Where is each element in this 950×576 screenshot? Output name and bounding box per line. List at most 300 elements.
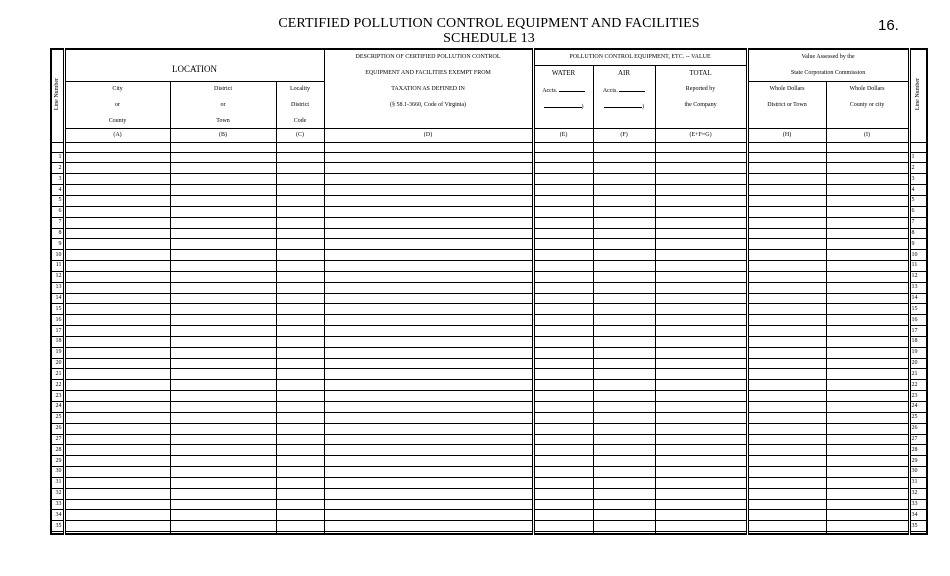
locality-code-cell[interactable]: [276, 369, 324, 380]
locality-code-cell[interactable]: [276, 152, 324, 163]
city-or-county-cell[interactable]: [64, 380, 170, 391]
city-or-county-cell[interactable]: [64, 477, 170, 488]
assessed-county-cell[interactable]: [826, 239, 909, 250]
locality-code-cell[interactable]: [276, 412, 324, 423]
assessed-county-cell[interactable]: [826, 456, 909, 467]
locality-code-cell[interactable]: [276, 250, 324, 261]
assessed-district-cell[interactable]: [747, 347, 826, 358]
air-value-cell[interactable]: [593, 152, 655, 163]
district-or-town-cell[interactable]: [170, 434, 276, 445]
water-value-cell[interactable]: [533, 456, 593, 467]
district-or-town-cell[interactable]: [170, 445, 276, 456]
assessed-district-cell[interactable]: [747, 174, 826, 185]
total-value-cell[interactable]: [655, 293, 747, 304]
water-value-cell[interactable]: [533, 380, 593, 391]
assessed-district-cell[interactable]: [747, 423, 826, 434]
assessed-district-cell[interactable]: [747, 380, 826, 391]
description-cell[interactable]: [324, 228, 533, 239]
assessed-county-cell[interactable]: [826, 326, 909, 337]
assessed-district-cell[interactable]: [747, 434, 826, 445]
assessed-county-cell[interactable]: [826, 315, 909, 326]
description-cell[interactable]: [324, 456, 533, 467]
water-value-cell[interactable]: [533, 271, 593, 282]
description-cell[interactable]: [324, 206, 533, 217]
assessed-district-cell[interactable]: [747, 195, 826, 206]
assessed-county-cell[interactable]: [826, 217, 909, 228]
description-cell[interactable]: [324, 358, 533, 369]
air-value-cell[interactable]: [593, 488, 655, 499]
assessed-county-cell[interactable]: [826, 488, 909, 499]
city-or-county-cell[interactable]: [64, 152, 170, 163]
air-value-cell[interactable]: [593, 423, 655, 434]
assessed-district-cell[interactable]: [747, 510, 826, 521]
locality-code-cell[interactable]: [276, 163, 324, 174]
district-or-town-cell[interactable]: [170, 369, 276, 380]
total-value-cell[interactable]: [655, 315, 747, 326]
assessed-county-cell[interactable]: [826, 510, 909, 521]
locality-code-cell[interactable]: [276, 293, 324, 304]
description-cell[interactable]: [324, 195, 533, 206]
water-value-cell[interactable]: [533, 358, 593, 369]
city-or-county-cell[interactable]: [64, 521, 170, 532]
description-cell[interactable]: [324, 499, 533, 510]
locality-code-cell[interactable]: [276, 304, 324, 315]
total-value-cell[interactable]: [655, 521, 747, 532]
air-value-cell[interactable]: [593, 326, 655, 337]
water-value-cell[interactable]: [533, 391, 593, 402]
assessed-district-cell[interactable]: [747, 467, 826, 478]
city-or-county-cell[interactable]: [64, 423, 170, 434]
assessed-county-cell[interactable]: [826, 282, 909, 293]
locality-code-cell[interactable]: [276, 206, 324, 217]
locality-code-cell[interactable]: [276, 402, 324, 413]
assessed-county-cell[interactable]: [826, 228, 909, 239]
city-or-county-cell[interactable]: [64, 271, 170, 282]
air-value-cell[interactable]: [593, 228, 655, 239]
assessed-county-cell[interactable]: [826, 336, 909, 347]
water-value-cell[interactable]: [533, 412, 593, 423]
locality-code-cell[interactable]: [276, 488, 324, 499]
total-value-cell[interactable]: [655, 477, 747, 488]
assessed-county-cell[interactable]: [826, 402, 909, 413]
assessed-district-cell[interactable]: [747, 521, 826, 532]
locality-code-cell[interactable]: [276, 228, 324, 239]
district-or-town-cell[interactable]: [170, 163, 276, 174]
water-value-cell[interactable]: [533, 467, 593, 478]
air-value-cell[interactable]: [593, 445, 655, 456]
total-value-cell[interactable]: [655, 336, 747, 347]
assessed-district-cell[interactable]: [747, 217, 826, 228]
air-value-cell[interactable]: [593, 163, 655, 174]
water-value-cell[interactable]: [533, 163, 593, 174]
locality-code-cell[interactable]: [276, 315, 324, 326]
assessed-district-cell[interactable]: [747, 304, 826, 315]
total-value-cell[interactable]: [655, 304, 747, 315]
city-or-county-cell[interactable]: [64, 488, 170, 499]
total-value-cell[interactable]: [655, 174, 747, 185]
assessed-district-cell[interactable]: [747, 402, 826, 413]
district-or-town-cell[interactable]: [170, 217, 276, 228]
district-or-town-cell[interactable]: [170, 239, 276, 250]
water-value-cell[interactable]: [533, 347, 593, 358]
air-value-cell[interactable]: [593, 174, 655, 185]
description-cell[interactable]: [324, 369, 533, 380]
locality-code-cell[interactable]: [276, 445, 324, 456]
total-value-cell[interactable]: [655, 510, 747, 521]
description-cell[interactable]: [324, 488, 533, 499]
air-value-cell[interactable]: [593, 261, 655, 272]
city-or-county-cell[interactable]: [64, 304, 170, 315]
city-or-county-cell[interactable]: [64, 326, 170, 337]
description-cell[interactable]: [324, 510, 533, 521]
locality-code-cell[interactable]: [276, 336, 324, 347]
assessed-county-cell[interactable]: [826, 358, 909, 369]
assessed-district-cell[interactable]: [747, 358, 826, 369]
air-value-cell[interactable]: [593, 195, 655, 206]
water-value-cell[interactable]: [533, 228, 593, 239]
air-value-cell[interactable]: [593, 412, 655, 423]
district-or-town-cell[interactable]: [170, 412, 276, 423]
locality-code-cell[interactable]: [276, 423, 324, 434]
district-or-town-cell[interactable]: [170, 521, 276, 532]
description-cell[interactable]: [324, 185, 533, 196]
assessed-district-cell[interactable]: [747, 326, 826, 337]
district-or-town-cell[interactable]: [170, 347, 276, 358]
air-value-cell[interactable]: [593, 185, 655, 196]
water-value-cell[interactable]: [533, 510, 593, 521]
city-or-county-cell[interactable]: [64, 239, 170, 250]
description-cell[interactable]: [324, 521, 533, 532]
assessed-county-cell[interactable]: [826, 174, 909, 185]
locality-code-cell[interactable]: [276, 174, 324, 185]
total-value-cell[interactable]: [655, 217, 747, 228]
district-or-town-cell[interactable]: [170, 315, 276, 326]
description-cell[interactable]: [324, 412, 533, 423]
description-cell[interactable]: [324, 467, 533, 478]
city-or-county-cell[interactable]: [64, 315, 170, 326]
air-value-cell[interactable]: [593, 315, 655, 326]
air-value-cell[interactable]: [593, 456, 655, 467]
air-value-cell[interactable]: [593, 304, 655, 315]
assessed-county-cell[interactable]: [826, 206, 909, 217]
assessed-district-cell[interactable]: [747, 477, 826, 488]
district-or-town-cell[interactable]: [170, 402, 276, 413]
description-cell[interactable]: [324, 434, 533, 445]
assessed-county-cell[interactable]: [826, 195, 909, 206]
assessed-district-cell[interactable]: [747, 271, 826, 282]
water-value-cell[interactable]: [533, 206, 593, 217]
description-cell[interactable]: [324, 293, 533, 304]
description-cell[interactable]: [324, 391, 533, 402]
water-value-cell[interactable]: [533, 369, 593, 380]
description-cell[interactable]: [324, 217, 533, 228]
water-value-cell[interactable]: [533, 261, 593, 272]
district-or-town-cell[interactable]: [170, 456, 276, 467]
air-value-cell[interactable]: [593, 467, 655, 478]
assessed-district-cell[interactable]: [747, 336, 826, 347]
description-cell[interactable]: [324, 423, 533, 434]
locality-code-cell[interactable]: [276, 326, 324, 337]
city-or-county-cell[interactable]: [64, 347, 170, 358]
city-or-county-cell[interactable]: [64, 163, 170, 174]
total-value-cell[interactable]: [655, 347, 747, 358]
total-value-cell[interactable]: [655, 206, 747, 217]
air-value-cell[interactable]: [593, 477, 655, 488]
assessed-county-cell[interactable]: [826, 185, 909, 196]
description-cell[interactable]: [324, 326, 533, 337]
air-value-cell[interactable]: [593, 271, 655, 282]
air-value-cell[interactable]: [593, 336, 655, 347]
assessed-district-cell[interactable]: [747, 369, 826, 380]
city-or-county-cell[interactable]: [64, 499, 170, 510]
assessed-county-cell[interactable]: [826, 293, 909, 304]
total-value-cell[interactable]: [655, 239, 747, 250]
district-or-town-cell[interactable]: [170, 488, 276, 499]
water-value-cell[interactable]: [533, 282, 593, 293]
description-cell[interactable]: [324, 380, 533, 391]
city-or-county-cell[interactable]: [64, 185, 170, 196]
assessed-county-cell[interactable]: [826, 271, 909, 282]
assessed-county-cell[interactable]: [826, 434, 909, 445]
air-value-cell[interactable]: [593, 369, 655, 380]
description-cell[interactable]: [324, 163, 533, 174]
total-value-cell[interactable]: [655, 434, 747, 445]
air-value-cell[interactable]: [593, 217, 655, 228]
total-value-cell[interactable]: [655, 282, 747, 293]
city-or-county-cell[interactable]: [64, 402, 170, 413]
assessed-county-cell[interactable]: [826, 369, 909, 380]
district-or-town-cell[interactable]: [170, 336, 276, 347]
district-or-town-cell[interactable]: [170, 510, 276, 521]
district-or-town-cell[interactable]: [170, 271, 276, 282]
district-or-town-cell[interactable]: [170, 423, 276, 434]
locality-code-cell[interactable]: [276, 239, 324, 250]
air-value-cell[interactable]: [593, 206, 655, 217]
city-or-county-cell[interactable]: [64, 293, 170, 304]
description-cell[interactable]: [324, 174, 533, 185]
district-or-town-cell[interactable]: [170, 174, 276, 185]
assessed-district-cell[interactable]: [747, 293, 826, 304]
district-or-town-cell[interactable]: [170, 293, 276, 304]
locality-code-cell[interactable]: [276, 358, 324, 369]
air-value-cell[interactable]: [593, 510, 655, 521]
district-or-town-cell[interactable]: [170, 326, 276, 337]
district-or-town-cell[interactable]: [170, 261, 276, 272]
district-or-town-cell[interactable]: [170, 195, 276, 206]
water-value-cell[interactable]: [533, 499, 593, 510]
air-value-cell[interactable]: [593, 239, 655, 250]
assessed-district-cell[interactable]: [747, 282, 826, 293]
water-value-cell[interactable]: [533, 239, 593, 250]
district-or-town-cell[interactable]: [170, 380, 276, 391]
total-value-cell[interactable]: [655, 499, 747, 510]
description-cell[interactable]: [324, 445, 533, 456]
water-value-cell[interactable]: [533, 423, 593, 434]
assessed-county-cell[interactable]: [826, 521, 909, 532]
assessed-district-cell[interactable]: [747, 206, 826, 217]
assessed-county-cell[interactable]: [826, 304, 909, 315]
locality-code-cell[interactable]: [276, 347, 324, 358]
locality-code-cell[interactable]: [276, 467, 324, 478]
water-value-cell[interactable]: [533, 293, 593, 304]
district-or-town-cell[interactable]: [170, 228, 276, 239]
description-cell[interactable]: [324, 261, 533, 272]
assessed-county-cell[interactable]: [826, 445, 909, 456]
assessed-district-cell[interactable]: [747, 488, 826, 499]
assessed-county-cell[interactable]: [826, 163, 909, 174]
description-cell[interactable]: [324, 336, 533, 347]
locality-code-cell[interactable]: [276, 521, 324, 532]
assessed-district-cell[interactable]: [747, 152, 826, 163]
description-cell[interactable]: [324, 239, 533, 250]
city-or-county-cell[interactable]: [64, 412, 170, 423]
air-value-cell[interactable]: [593, 499, 655, 510]
city-or-county-cell[interactable]: [64, 174, 170, 185]
total-value-cell[interactable]: [655, 185, 747, 196]
water-value-cell[interactable]: [533, 304, 593, 315]
district-or-town-cell[interactable]: [170, 250, 276, 261]
description-cell[interactable]: [324, 271, 533, 282]
district-or-town-cell[interactable]: [170, 358, 276, 369]
water-value-cell[interactable]: [533, 445, 593, 456]
locality-code-cell[interactable]: [276, 195, 324, 206]
assessed-county-cell[interactable]: [826, 152, 909, 163]
air-value-cell[interactable]: [593, 434, 655, 445]
locality-code-cell[interactable]: [276, 271, 324, 282]
assessed-district-cell[interactable]: [747, 445, 826, 456]
city-or-county-cell[interactable]: [64, 467, 170, 478]
description-cell[interactable]: [324, 347, 533, 358]
total-value-cell[interactable]: [655, 380, 747, 391]
water-value-cell[interactable]: [533, 152, 593, 163]
water-value-cell[interactable]: [533, 402, 593, 413]
assessed-county-cell[interactable]: [826, 423, 909, 434]
locality-code-cell[interactable]: [276, 391, 324, 402]
total-value-cell[interactable]: [655, 195, 747, 206]
city-or-county-cell[interactable]: [64, 391, 170, 402]
city-or-county-cell[interactable]: [64, 261, 170, 272]
total-value-cell[interactable]: [655, 467, 747, 478]
locality-code-cell[interactable]: [276, 282, 324, 293]
assessed-district-cell[interactable]: [747, 228, 826, 239]
district-or-town-cell[interactable]: [170, 467, 276, 478]
air-value-cell[interactable]: [593, 250, 655, 261]
assessed-county-cell[interactable]: [826, 347, 909, 358]
city-or-county-cell[interactable]: [64, 217, 170, 228]
air-value-cell[interactable]: [593, 391, 655, 402]
description-cell[interactable]: [324, 250, 533, 261]
city-or-county-cell[interactable]: [64, 445, 170, 456]
assessed-district-cell[interactable]: [747, 250, 826, 261]
total-value-cell[interactable]: [655, 261, 747, 272]
description-cell[interactable]: [324, 282, 533, 293]
assessed-county-cell[interactable]: [826, 412, 909, 423]
assessed-district-cell[interactable]: [747, 315, 826, 326]
district-or-town-cell[interactable]: [170, 391, 276, 402]
assessed-district-cell[interactable]: [747, 185, 826, 196]
water-value-cell[interactable]: [533, 477, 593, 488]
air-value-cell[interactable]: [593, 402, 655, 413]
description-cell[interactable]: [324, 477, 533, 488]
water-value-cell[interactable]: [533, 250, 593, 261]
assessed-district-cell[interactable]: [747, 456, 826, 467]
water-value-cell[interactable]: [533, 315, 593, 326]
water-value-cell[interactable]: [533, 488, 593, 499]
assessed-district-cell[interactable]: [747, 239, 826, 250]
city-or-county-cell[interactable]: [64, 250, 170, 261]
air-value-cell[interactable]: [593, 282, 655, 293]
locality-code-cell[interactable]: [276, 380, 324, 391]
total-value-cell[interactable]: [655, 412, 747, 423]
total-value-cell[interactable]: [655, 445, 747, 456]
total-value-cell[interactable]: [655, 271, 747, 282]
city-or-county-cell[interactable]: [64, 336, 170, 347]
water-value-cell[interactable]: [533, 185, 593, 196]
air-value-cell[interactable]: [593, 347, 655, 358]
assessed-county-cell[interactable]: [826, 477, 909, 488]
total-value-cell[interactable]: [655, 402, 747, 413]
district-or-town-cell[interactable]: [170, 499, 276, 510]
water-value-cell[interactable]: [533, 336, 593, 347]
assessed-county-cell[interactable]: [826, 467, 909, 478]
water-value-cell[interactable]: [533, 217, 593, 228]
assessed-county-cell[interactable]: [826, 499, 909, 510]
assessed-district-cell[interactable]: [747, 261, 826, 272]
total-value-cell[interactable]: [655, 391, 747, 402]
description-cell[interactable]: [324, 304, 533, 315]
assessed-district-cell[interactable]: [747, 391, 826, 402]
air-value-cell[interactable]: [593, 380, 655, 391]
district-or-town-cell[interactable]: [170, 206, 276, 217]
water-value-cell[interactable]: [533, 326, 593, 337]
locality-code-cell[interactable]: [276, 510, 324, 521]
water-value-cell[interactable]: [533, 174, 593, 185]
locality-code-cell[interactable]: [276, 217, 324, 228]
total-value-cell[interactable]: [655, 228, 747, 239]
locality-code-cell[interactable]: [276, 456, 324, 467]
locality-code-cell[interactable]: [276, 499, 324, 510]
assessed-district-cell[interactable]: [747, 163, 826, 174]
total-value-cell[interactable]: [655, 163, 747, 174]
air-value-cell[interactable]: [593, 358, 655, 369]
assessed-county-cell[interactable]: [826, 380, 909, 391]
city-or-county-cell[interactable]: [64, 206, 170, 217]
description-cell[interactable]: [324, 402, 533, 413]
city-or-county-cell[interactable]: [64, 510, 170, 521]
assessed-district-cell[interactable]: [747, 412, 826, 423]
total-value-cell[interactable]: [655, 326, 747, 337]
district-or-town-cell[interactable]: [170, 477, 276, 488]
district-or-town-cell[interactable]: [170, 152, 276, 163]
total-value-cell[interactable]: [655, 250, 747, 261]
total-value-cell[interactable]: [655, 152, 747, 163]
assessed-county-cell[interactable]: [826, 391, 909, 402]
district-or-town-cell[interactable]: [170, 185, 276, 196]
description-cell[interactable]: [324, 152, 533, 163]
district-or-town-cell[interactable]: [170, 282, 276, 293]
city-or-county-cell[interactable]: [64, 456, 170, 467]
city-or-county-cell[interactable]: [64, 195, 170, 206]
total-value-cell[interactable]: [655, 488, 747, 499]
total-value-cell[interactable]: [655, 369, 747, 380]
city-or-county-cell[interactable]: [64, 434, 170, 445]
city-or-county-cell[interactable]: [64, 369, 170, 380]
water-value-cell[interactable]: [533, 434, 593, 445]
assessed-district-cell[interactable]: [747, 499, 826, 510]
district-or-town-cell[interactable]: [170, 304, 276, 315]
total-value-cell[interactable]: [655, 358, 747, 369]
locality-code-cell[interactable]: [276, 477, 324, 488]
